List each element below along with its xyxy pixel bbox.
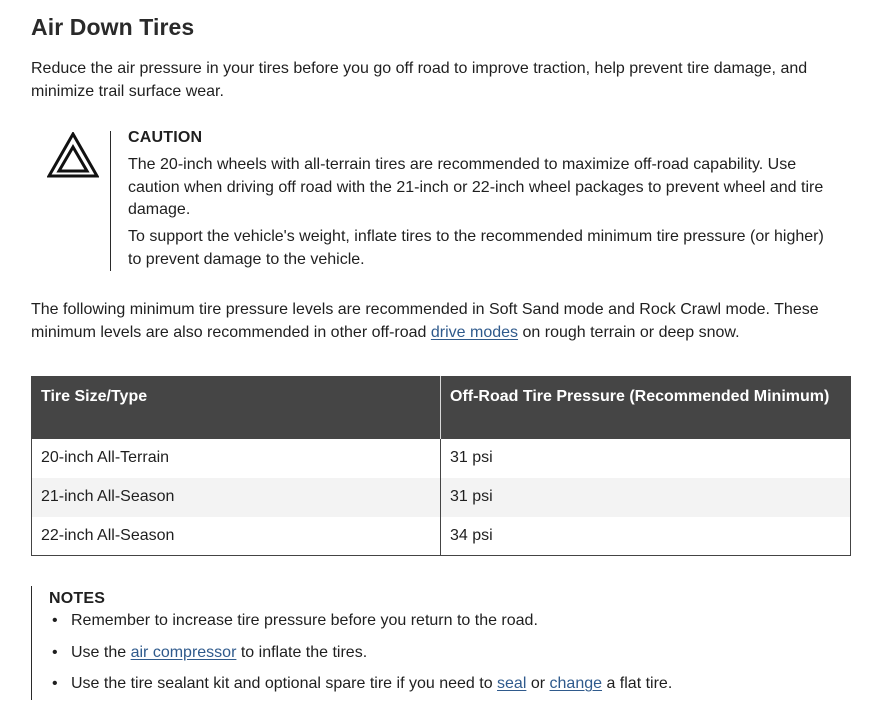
caution-text-2: To support the vehicle's weight, inflate tires to the recommended minimum tire pressure (or higher) to prevent damage to the vehicle. [128, 228, 824, 268]
tire-pressure-table [31, 376, 851, 556]
bullet: • [52, 643, 58, 661]
note-text: a flat tire. [602, 675, 673, 692]
pressure-cell: 31 psi [441, 439, 851, 478]
note-text: to inflate the tires. [236, 643, 368, 661]
header-pressure: Off-Road Tire Pressure (Recommended Minimum) [441, 377, 851, 439]
header-tire-size: Tire Size/Type [32, 377, 441, 439]
table-header-row [32, 377, 851, 439]
caution-divider [110, 131, 111, 271]
pressure-cell: 31 psi [441, 478, 851, 517]
tire-size-cell: 22-inch All-Season [32, 517, 441, 556]
intro-paragraph: Reduce the air pressure in your tires before you go off road to improve traction, help prevent tire damage, and minimize trail surface wear. [31, 60, 808, 100]
list-item [49, 673, 839, 695]
pressure-intro-text-end: on rough terrain or deep snow. [518, 323, 740, 341]
note-text: or [526, 675, 550, 692]
list-item [49, 642, 839, 664]
table-row [32, 478, 851, 517]
notes-title: NOTES [49, 590, 106, 607]
notes-list [49, 610, 839, 705]
note-text: Remember to increase tire pressure before you return to the road. [71, 612, 538, 629]
caution-callout [44, 128, 844, 272]
bullet: • [52, 675, 58, 692]
caution-text-1: The 20-inch wheels with all-terrain tires are recommended to maximize off-road capability. Use caution when driving off road with the 21-inch or 22-inch wheel packages to prevent wheel and tire damage. [128, 156, 824, 218]
warning-triangle-icon [47, 132, 99, 178]
bullet: • [52, 612, 58, 629]
notes-divider [31, 586, 32, 700]
pressure-intro-text: The following minimum tire pressure levels are recommended in Soft Sand mode and Rock Crawl mode. These minimum levels are also recommended in other off-road [31, 301, 819, 341]
drive-modes-link[interactable]: drive modes [430, 323, 519, 341]
tire-size-cell: 21-inch All-Season [32, 478, 441, 517]
change-link[interactable]: change [549, 675, 603, 692]
note-text: Use the [71, 643, 131, 661]
pressure-cell: 34 psi [441, 517, 851, 556]
caution-title: CAUTION [128, 129, 203, 146]
page-title: Air Down Tires [31, 14, 195, 40]
seal-link[interactable]: seal [497, 675, 527, 692]
note-text: Use the tire sealant kit and optional spare tire if you need to [71, 675, 498, 692]
notes-callout [31, 586, 851, 700]
pressure-intro-paragraph [31, 299, 851, 344]
table-row [32, 439, 851, 478]
table-row [32, 517, 851, 556]
list-item [49, 610, 839, 632]
air-compressor-link[interactable]: air compressor [130, 643, 237, 661]
tire-size-cell: 20-inch All-Terrain [32, 439, 441, 478]
